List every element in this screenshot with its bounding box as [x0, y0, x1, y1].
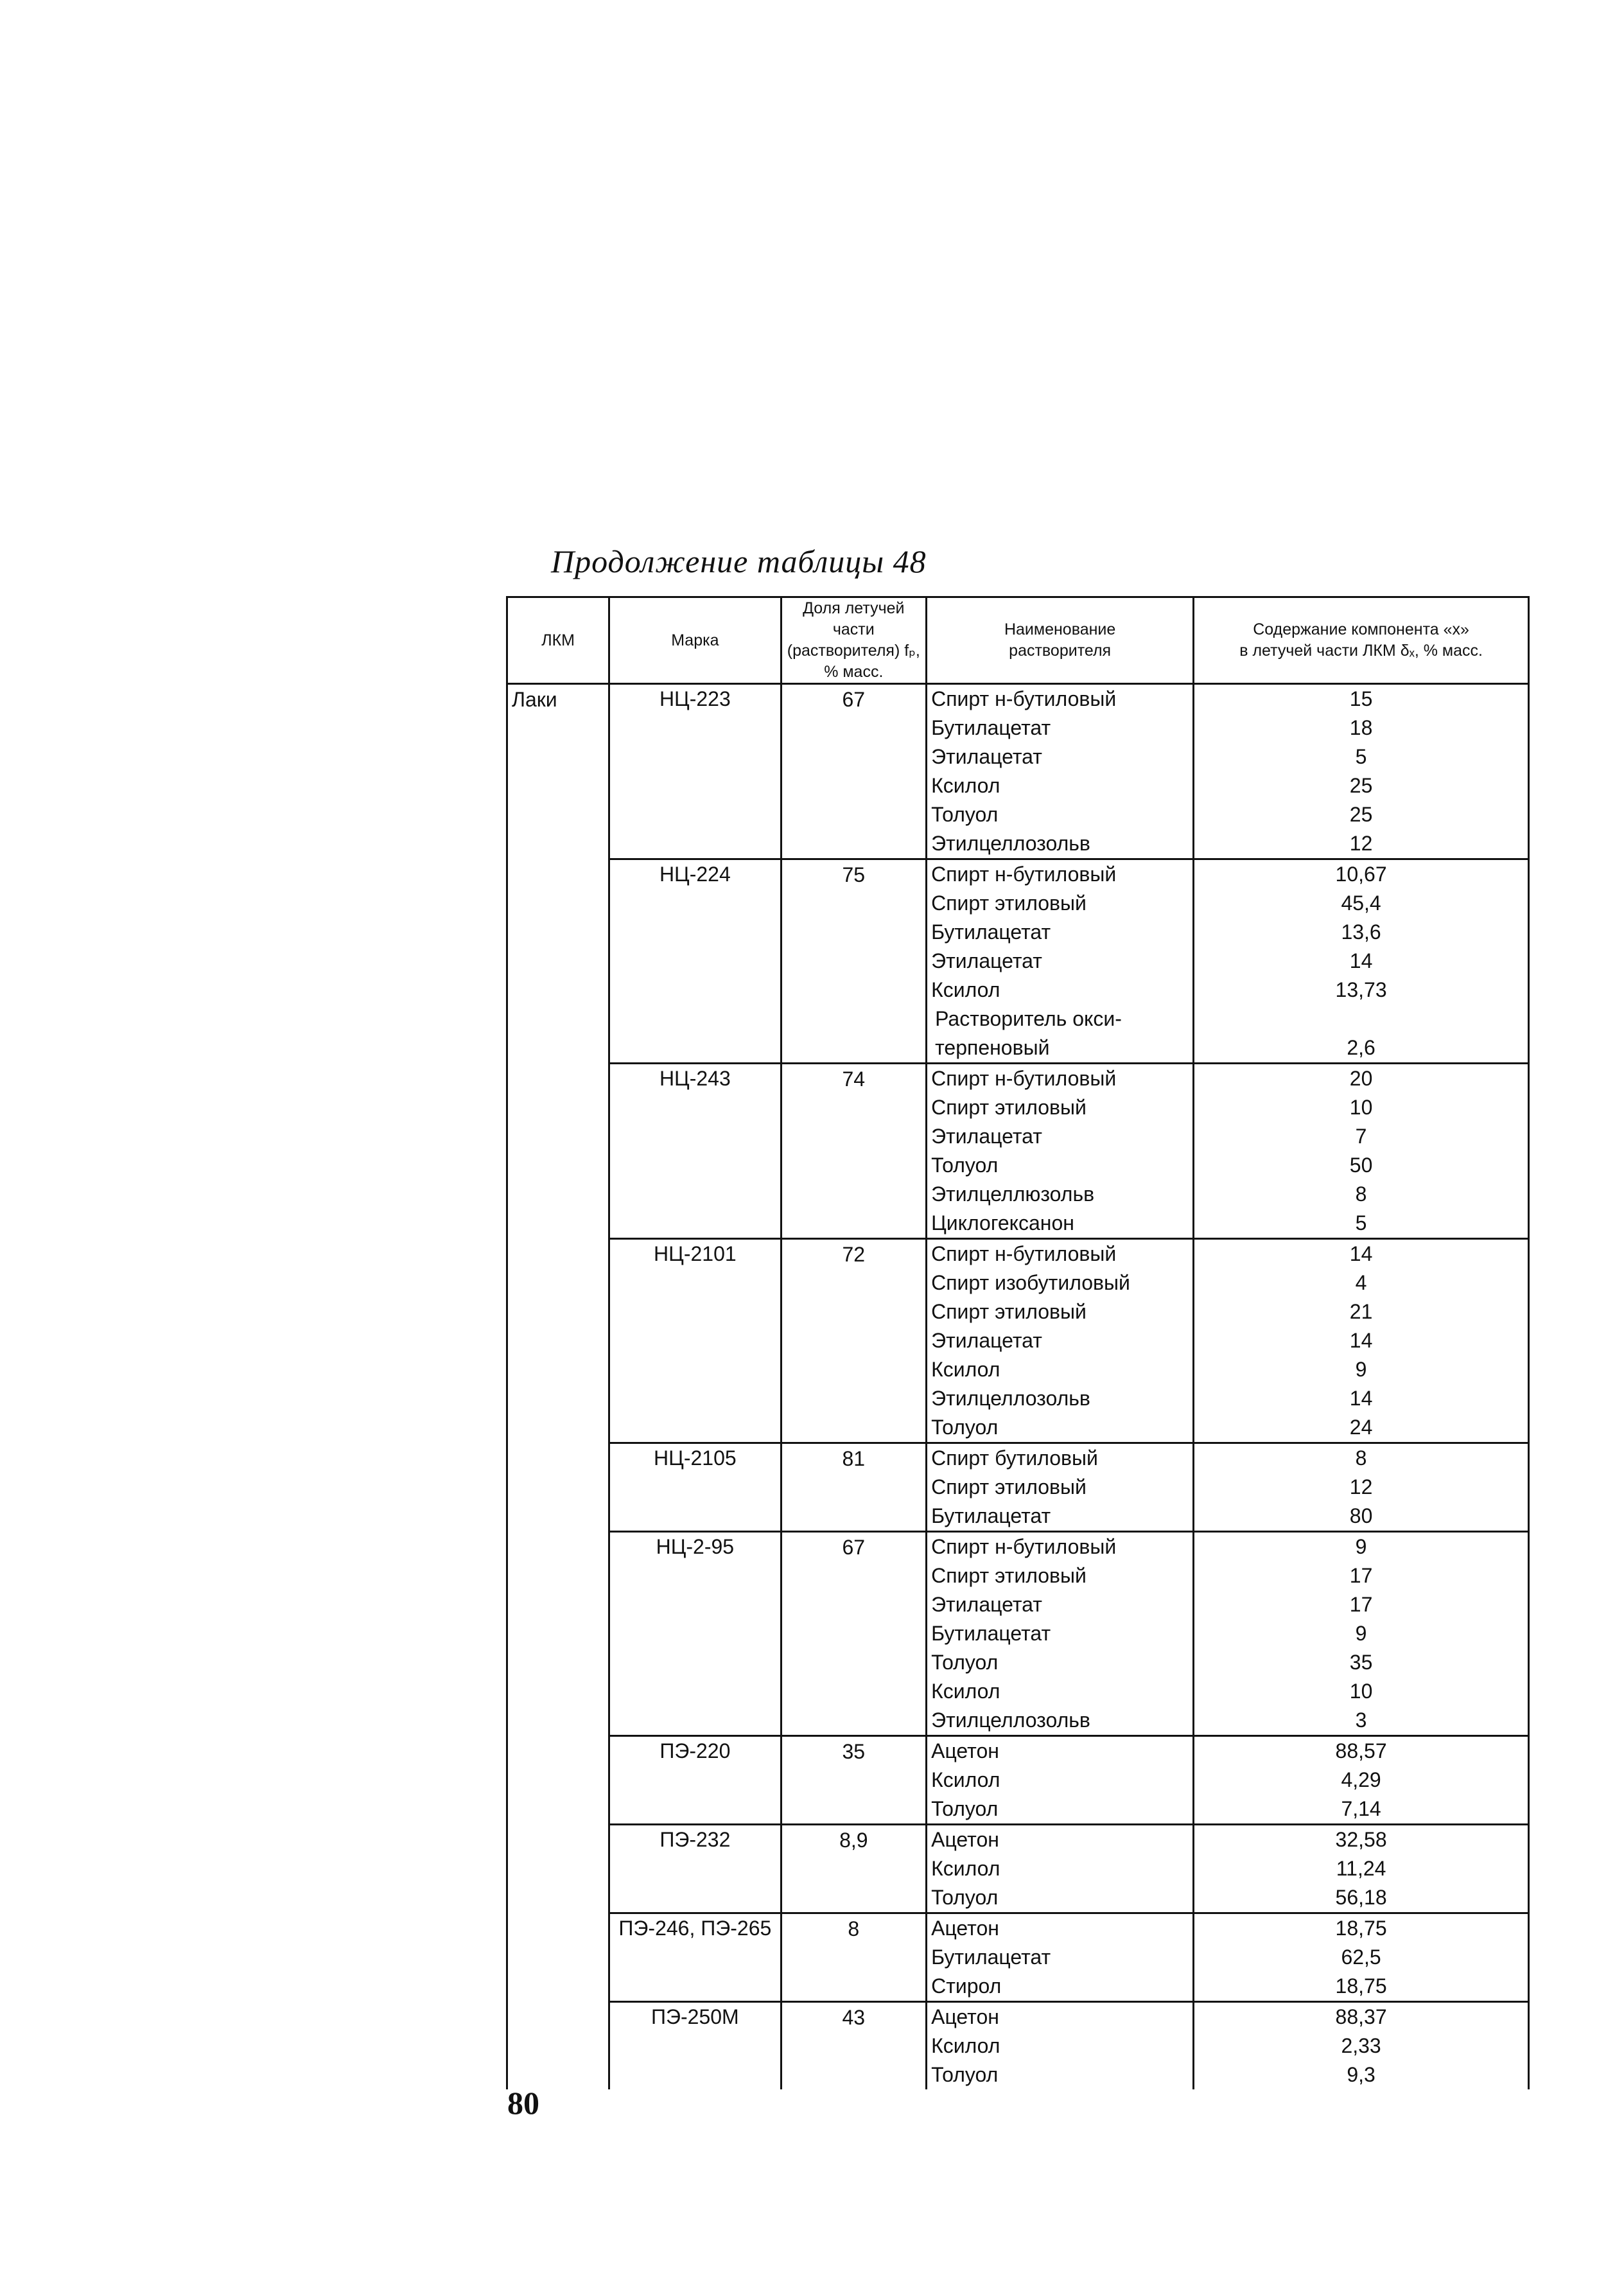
page-number: 80	[507, 2085, 539, 2121]
fraction-value: 74	[842, 1067, 866, 1091]
solvent-content-value: 9	[1355, 1622, 1367, 1645]
fraction-cell	[781, 1239, 927, 1443]
table-row	[507, 684, 1529, 859]
fraction-value: 75	[842, 863, 866, 886]
table-row	[507, 1443, 1529, 1532]
solvent-content-value: 24	[1349, 1416, 1373, 1439]
solvent-content-value: 8	[1355, 1182, 1367, 1206]
mark-label: НЦ-243	[659, 1067, 731, 1090]
table-row	[507, 1064, 1529, 1239]
solvent-name: Этилацетат	[931, 745, 1042, 768]
header-content	[1194, 597, 1529, 684]
mark-cell	[609, 1239, 781, 1443]
solvent-name: Спирт этиловый	[931, 1096, 1087, 1119]
solvent-name: Ксилол	[931, 1768, 1000, 1791]
solvent-name: Стирол	[931, 1974, 1002, 1998]
mark-label: НЦ-223	[659, 687, 731, 710]
solvent-name: Спирт этиловый	[931, 1300, 1087, 1323]
fraction-cell	[781, 1736, 927, 1825]
solvent-name-cell	[927, 859, 1194, 1064]
solvent-name: Этилацетат	[931, 1593, 1042, 1616]
table-body	[507, 684, 1529, 2090]
solvent-content-value: 25	[1349, 774, 1373, 797]
solvent-content-value: 80	[1349, 1504, 1373, 1527]
header-fraction-line1: Доля летучей части	[803, 599, 905, 638]
table-row	[507, 1532, 1529, 1736]
solvent-content-value: 35	[1349, 1651, 1373, 1674]
solvent-content-value: 8	[1355, 1446, 1367, 1470]
solvent-name: Спирт н-бутиловый	[931, 1242, 1117, 1265]
solvent-name: Этилацетат	[931, 949, 1042, 972]
mark-cell	[609, 1736, 781, 1825]
solvent-name: Спирт этиловый	[931, 892, 1087, 915]
mark-cell	[609, 2002, 781, 2090]
mark-label: НЦ-224	[659, 863, 731, 886]
mark-cell	[609, 1913, 781, 2002]
solvent-content-value: 21	[1349, 1300, 1373, 1323]
solvent-content-value: 15	[1349, 687, 1373, 710]
solvent-content-value: 13,6	[1341, 920, 1381, 944]
solvent-name: Спирт н-бутиловый	[931, 863, 1117, 886]
solvent-name: Спирт этиловый	[931, 1564, 1087, 1587]
fraction-value: 43	[842, 2006, 866, 2029]
header-solvent-line1: Наименование	[1004, 620, 1116, 638]
solvent-name: Ксилол	[931, 1857, 1000, 1880]
fraction-value: 72	[842, 1243, 866, 1266]
solvent-name: Спирт бутиловый	[931, 1446, 1098, 1470]
solvent-name: Ксилол	[931, 1680, 1000, 1703]
table-row	[507, 1239, 1529, 1443]
solvent-name: Бутилацетат	[931, 716, 1051, 739]
content-value-cell	[1194, 859, 1529, 1064]
solvent-content-value: 25	[1349, 803, 1373, 826]
fraction-cell	[781, 859, 927, 1064]
fraction-cell	[781, 1532, 927, 1736]
fraction-cell	[781, 684, 927, 859]
solvent-content-value: 9,3	[1347, 2063, 1375, 2086]
table-container	[506, 596, 1530, 2089]
solvent-name: Этилацетат	[931, 1329, 1042, 1352]
fraction-value: 35	[842, 1740, 866, 1763]
content-value-cell	[1194, 1443, 1529, 1532]
mark-label: НЦ-2-95	[656, 1535, 735, 1558]
solvent-name-cell	[927, 1443, 1194, 1532]
mark-cell	[609, 684, 781, 859]
header-content-line2: в летучей части ЛКМ δₓ, % масс.	[1239, 642, 1483, 660]
lkm-type: Лаки	[512, 688, 557, 711]
solvent-content-value: 17	[1349, 1564, 1373, 1587]
solvent-name-cell	[927, 2002, 1194, 2090]
solvent-content-value: 4	[1355, 1271, 1367, 1294]
content-value-cell	[1194, 684, 1529, 859]
solvent-name: Растворитель окси-терпеновый	[935, 1007, 1122, 1059]
solvent-table	[506, 596, 1530, 2089]
solvent-name-cell	[927, 1064, 1194, 1239]
solvent-name: Этилцеллозольв	[931, 1708, 1090, 1732]
solvent-name-cell	[927, 684, 1194, 859]
solvent-name-cell	[927, 1532, 1194, 1736]
lkm-type-cell	[507, 684, 609, 2090]
solvent-content-value: 32,58	[1335, 1828, 1387, 1851]
solvent-content-value: 7	[1355, 1125, 1367, 1148]
solvent-content-value: 10,67	[1335, 863, 1387, 886]
solvent-content-value: 17	[1349, 1593, 1373, 1616]
header-mark: Марка	[609, 597, 781, 684]
mark-label: ПЭ-250М	[651, 2005, 739, 2028]
content-value-cell	[1194, 1736, 1529, 1825]
solvent-content-value: 13,73	[1335, 978, 1387, 1001]
table-row	[507, 1825, 1529, 1913]
solvent-name-cell	[927, 1825, 1194, 1913]
table-header-row	[507, 597, 1529, 684]
table-row	[507, 1736, 1529, 1825]
solvent-name: Этилцеллюзольв	[931, 1182, 1095, 1206]
fraction-cell	[781, 1825, 927, 1913]
solvent-content-value: 9	[1355, 1358, 1367, 1381]
header-fraction	[781, 597, 927, 684]
solvent-content-value: 14	[1349, 1387, 1373, 1410]
fraction-cell	[781, 2002, 927, 2090]
mark-label: ПЭ-220	[659, 1739, 731, 1762]
content-value-cell	[1194, 1064, 1529, 1239]
fraction-cell	[781, 1443, 927, 1532]
solvent-name: Этилцеллозольв	[931, 832, 1090, 855]
content-value-cell	[1194, 1532, 1529, 1736]
content-value-cell	[1194, 1913, 1529, 2002]
mark-cell	[609, 1532, 781, 1736]
solvent-name-cell	[927, 1239, 1194, 1443]
solvent-name: Ксилол	[931, 1358, 1000, 1381]
solvent-name: Бутилацетат	[931, 920, 1051, 944]
content-value-cell	[1194, 1825, 1529, 1913]
content-value-cell	[1194, 1239, 1529, 1443]
solvent-content-value: 12	[1349, 832, 1373, 855]
fraction-value: 8	[848, 1917, 860, 1940]
header-content-line1: Содержание компонента «х»	[1253, 620, 1469, 638]
solvent-content-value: 88,37	[1335, 2005, 1387, 2028]
mark-cell	[609, 1825, 781, 1913]
solvent-name: Этилацетат	[931, 1125, 1042, 1148]
solvent-content-value: 18,75	[1335, 1917, 1387, 1940]
solvent-name: Ацетон	[931, 1828, 999, 1851]
solvent-content-value: 4,29	[1341, 1768, 1381, 1791]
solvent-content-value: 3	[1355, 1708, 1367, 1732]
solvent-name: Спирт н-бутиловый	[931, 1067, 1117, 1090]
header-solvent	[927, 597, 1194, 684]
solvent-content-value: 20	[1349, 1067, 1373, 1090]
solvent-name: Ксилол	[931, 774, 1000, 797]
solvent-content-value: 88,57	[1335, 1739, 1387, 1762]
mark-label: ПЭ-232	[659, 1828, 731, 1851]
fraction-value: 67	[842, 1536, 866, 1559]
fraction-value: 67	[842, 688, 866, 711]
solvent-name: Толуол	[931, 1651, 999, 1674]
header-solvent-line2: растворителя	[1009, 642, 1112, 660]
solvent-name: Этилцеллозольв	[931, 1387, 1090, 1410]
header-fraction-line2: (растворителя) fₚ, % масс.	[787, 642, 920, 681]
mark-cell	[609, 859, 781, 1064]
solvent-name: Бутилацетат	[931, 1946, 1051, 1969]
mark-cell	[609, 1064, 781, 1239]
table-row	[507, 2002, 1529, 2090]
solvent-name-cell	[927, 1736, 1194, 1825]
solvent-name: Спирт изобутиловый	[931, 1271, 1130, 1294]
solvent-content-value: 10	[1349, 1680, 1373, 1703]
solvent-content-value: 11,24	[1336, 1857, 1386, 1880]
solvent-name: Спирт н-бутиловый	[931, 687, 1117, 710]
solvent-name: Ацетон	[931, 1739, 999, 1762]
solvent-name: Толуол	[931, 2063, 999, 2086]
solvent-name: Спирт этиловый	[931, 1475, 1087, 1498]
solvent-content-value: 2,6	[1347, 1036, 1375, 1059]
solvent-content-value: 18,75	[1335, 1974, 1387, 1998]
fraction-value: 8,9	[839, 1829, 868, 1852]
solvent-name: Ксилол	[931, 2034, 1000, 2057]
table-row	[507, 1913, 1529, 2002]
fraction-value: 81	[842, 1447, 866, 1470]
solvent-name-cell	[927, 1913, 1194, 2002]
mark-label: НЦ-2101	[654, 1242, 737, 1265]
solvent-name: Бутилацетат	[931, 1622, 1051, 1645]
fraction-cell	[781, 1064, 927, 1239]
solvent-name: Ацетон	[931, 2005, 999, 2028]
solvent-name: Толуол	[931, 1154, 999, 1177]
solvent-name: Толуол	[931, 803, 999, 826]
solvent-name: Циклогексанон	[931, 1211, 1074, 1234]
solvent-content-value: 7,14	[1341, 1797, 1381, 1820]
solvent-content-value: 56,18	[1335, 1886, 1387, 1909]
solvent-name: Ацетон	[931, 1917, 999, 1940]
solvent-content-value: 45,4	[1341, 892, 1381, 915]
solvent-name: Толуол	[931, 1886, 999, 1909]
solvent-content-value: 5	[1355, 1211, 1367, 1234]
solvent-content-value: 2,33	[1341, 2034, 1381, 2057]
solvent-content-value: 14	[1349, 1329, 1373, 1352]
solvent-content-value: 10	[1349, 1096, 1373, 1119]
solvent-name: Бутилацетат	[931, 1504, 1051, 1527]
solvent-content-value: 9	[1355, 1535, 1367, 1558]
solvent-content-value: 50	[1349, 1154, 1373, 1177]
solvent-content-value: 62,5	[1341, 1946, 1381, 1969]
content-value-cell	[1194, 2002, 1529, 2090]
table-row	[507, 859, 1529, 1064]
solvent-name: Толуол	[931, 1416, 999, 1439]
table-caption: Продолжение таблицы 48	[551, 543, 927, 579]
mark-cell	[609, 1443, 781, 1532]
mark-label: ПЭ-246, ПЭ-265	[618, 1917, 772, 1940]
solvent-name: Толуол	[931, 1797, 999, 1820]
solvent-content-value: 18	[1349, 716, 1373, 739]
solvent-content-value: 14	[1349, 1242, 1373, 1265]
solvent-name: Ксилол	[931, 978, 1000, 1001]
mark-label: НЦ-2105	[654, 1446, 737, 1470]
solvent-name: Спирт н-бутиловый	[931, 1535, 1117, 1558]
solvent-content-value: 5	[1355, 745, 1367, 768]
header-lkm: ЛКМ	[507, 597, 609, 684]
fraction-cell	[781, 1913, 927, 2002]
solvent-content-value: 12	[1349, 1475, 1373, 1498]
solvent-content-value: 14	[1349, 949, 1373, 972]
